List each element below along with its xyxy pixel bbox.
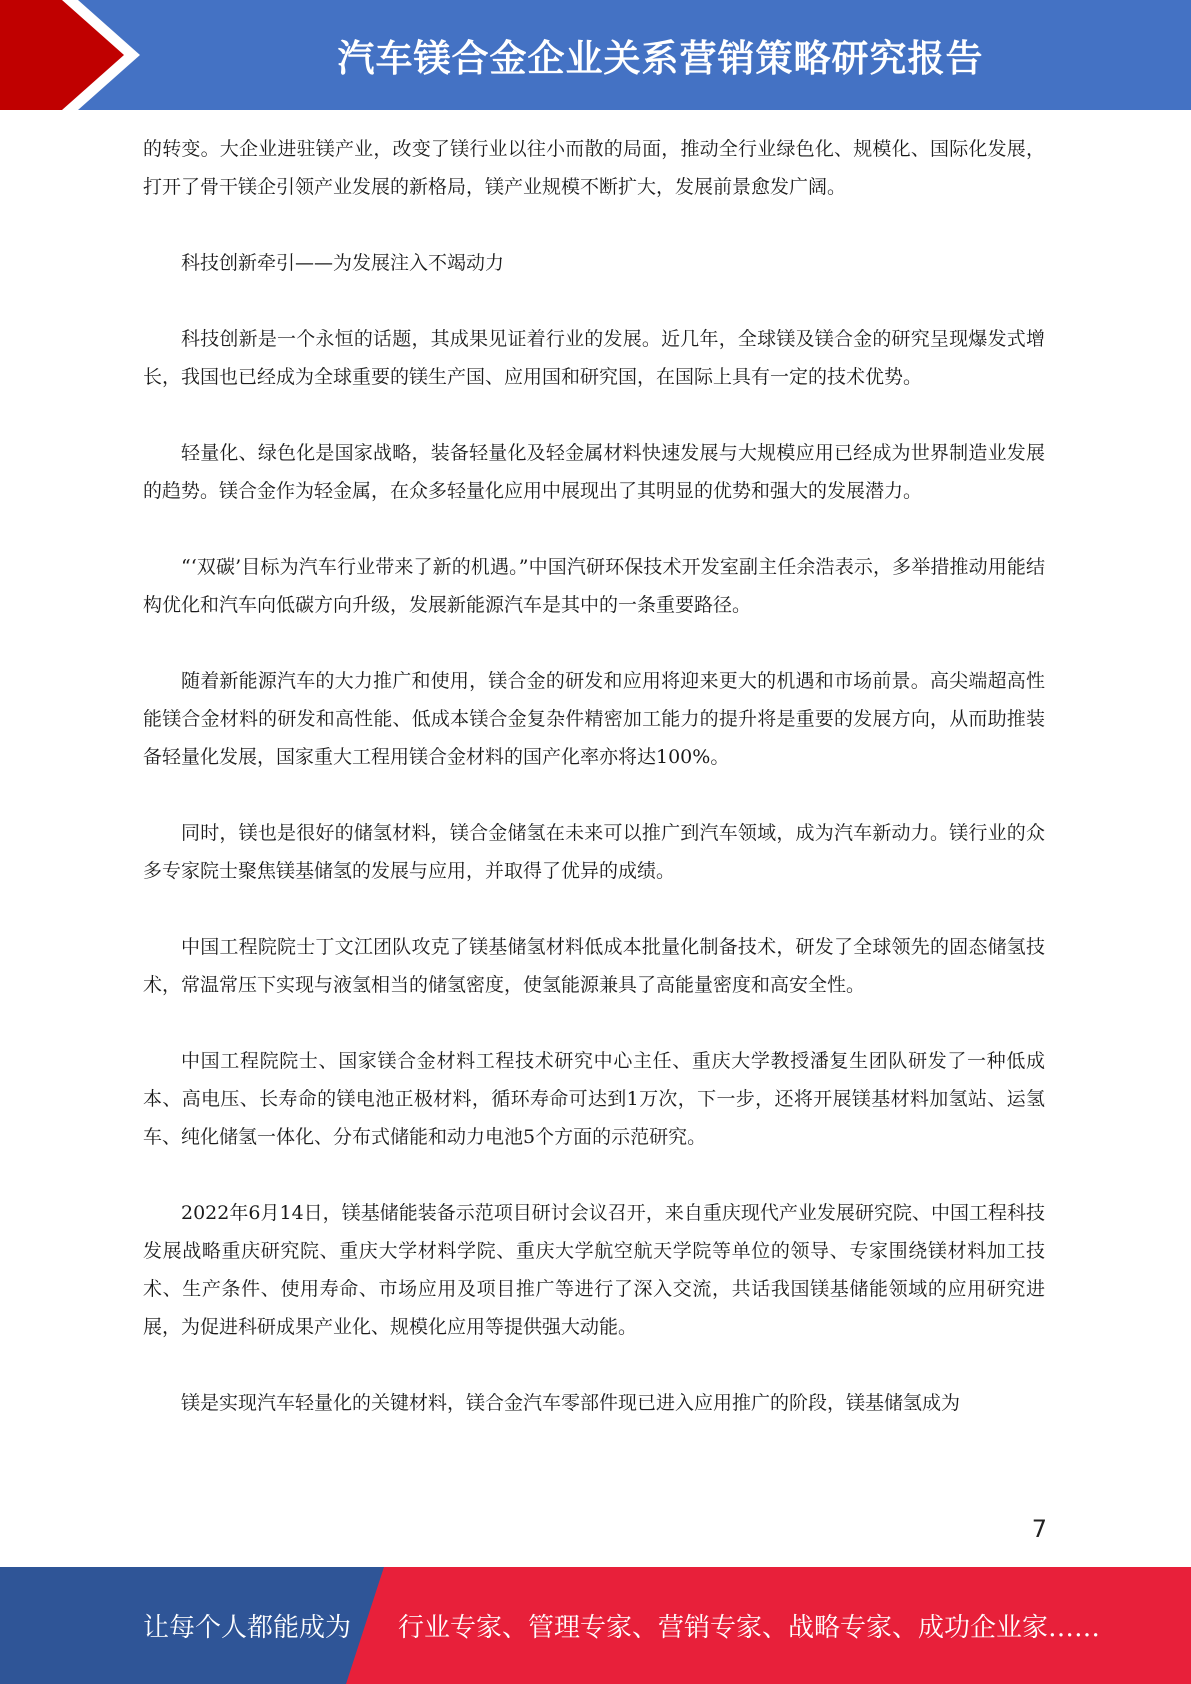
section-heading: 科技创新牵引——为发展注入不竭动力 <box>181 252 505 274</box>
paragraph: 中国工程院院士、国家镁合金材料工程技术研究中心主任、重庆大学教授潘复生团队研发了一种低成本、高电压、长寿命的镁电池正极材料，循环寿命可达到1万次，下一步，还将开展镁基材料加氢站、运氢车、纯化储氢一体化、分布式储能和动力电池5个方面的示范研究。 <box>143 1050 1045 1148</box>
article-body <box>143 130 1045 1460</box>
page-number: 7 <box>1031 1515 1047 1543</box>
document-title: 汽车镁合金企业关系营销策略研究报告 <box>337 37 984 80</box>
paragraph: 随着新能源汽车的大力推广和使用，镁合金的研发和应用将迎来更大的机遇和市场前景。高尖端超高性能镁合金材料的研发和高性能、低成本镁合金复杂件精密加工能力的提升将是重要的发展方向，从而助推装备轻量化发展，国家重大工程用镁合金材料的国产化率亦将达100%。 <box>143 670 1045 768</box>
header-banner <box>0 0 1191 110</box>
footer-slogan-right: 行业专家、管理专家、营销专家、战略专家、成功企业家…… <box>398 1613 1101 1643</box>
paragraph: 科技创新是一个永恒的话题，其成果见证着行业的发展。近几年，全球镁及镁合金的研究呈现爆发式增长，我国也已经成为全球重要的镁生产国、应用国和研究国，在国际上具有一定的技术优势。 <box>143 328 1045 388</box>
paragraph: 中国工程院院士丁文江团队攻克了镁基储氢材料低成本批量化制备技术，研发了全球领先的固态储氢技术，常温常压下实现与液氢相当的储氢密度，使氢能源兼具了高能量密度和高安全性。 <box>143 936 1045 996</box>
paragraph: 镁是实现汽车轻量化的关键材料，镁合金汽车零部件现已进入应用推广的阶段，镁基储氢成为 <box>181 1392 961 1414</box>
paragraph: 2022年6月14日，镁基储能装备示范项目研讨会议召开，来自重庆现代产业发展研究院、中国工程科技发展战略重庆研究院、重庆大学材料学院、重庆大学航空航天学院等单位的领导、专家围绕镁材料加工技术、生产条件、使用寿命、市场应用及项目推广等进行了深入交流，共话我国镁基储能领域的应用研究进展，为促进科研成果产业化、规模化应用等提供强大动能。 <box>143 1202 1045 1338</box>
paragraph: 轻量化、绿色化是国家战略，装备轻量化及轻金属材料快速发展与大规模应用已经成为世界制造业发展的趋势。镁合金作为轻金属，在众多轻量化应用中展现出了其明显的优势和强大的发展潜力。 <box>143 442 1045 502</box>
paragraph: “‘双碳’目标为汽车行业带来了新的机遇。”中国汽研环保技术开发室副主任余浩表示，多举措推动用能结构优化和汽车向低碳方向升级，发展新能源汽车是其中的一条重要路径。 <box>143 556 1045 616</box>
footer-banner <box>0 1567 1191 1684</box>
paragraph: 同时，镁也是很好的储氢材料，镁合金储氢在未来可以推广到汽车领域，成为汽车新动力。镁行业的众多专家院士聚焦镁基储氢的发展与应用，并取得了优异的成绩。 <box>143 822 1045 882</box>
paragraph: 的转变。大企业进驻镁产业，改变了镁行业以往小而散的局面，推动全行业绿色化、规模化、国际化发展，打开了骨干镁企引领产业发展的新格局，镁产业规模不断扩大，发展前景愈发广阔。 <box>143 138 1045 198</box>
footer-slogan-left: 让每个人都能成为 <box>143 1613 352 1643</box>
